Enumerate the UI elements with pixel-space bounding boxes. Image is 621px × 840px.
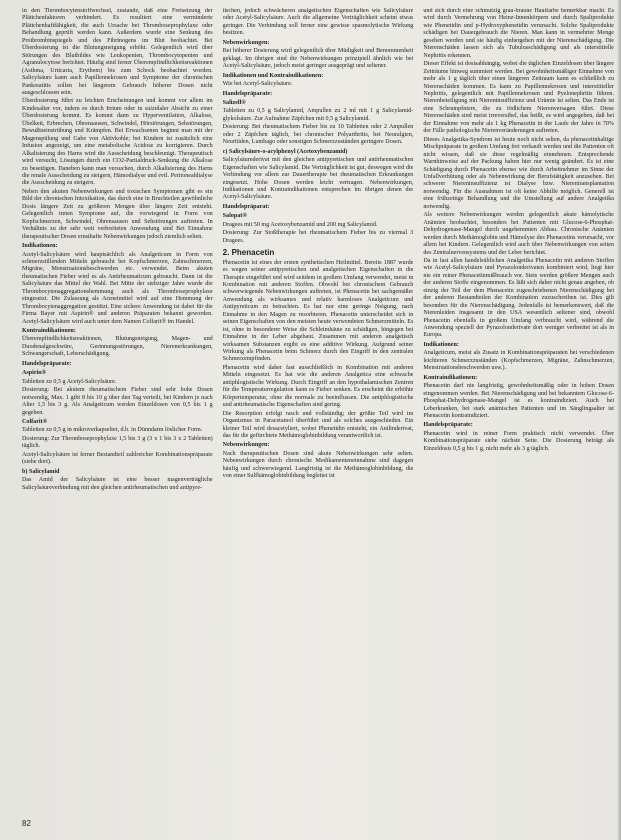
paragraph: Tabletten zu 0,5 g in mikroverkapselter, d.h. in Dünndarm löslicher Form. (22, 427, 203, 434)
subheading: Indikationen: (22, 243, 58, 250)
subheading: Nebenwirkungen: (222, 442, 270, 449)
paragraph: Neben den akuten Nebenwirkungen und toxischen Symptomen gibt es ein Bild der chronischen Intoxikation, das durch eine in Bruchteilen gewöhnliche Dosis längere Zeit zu größeren Mengen über längere Zeit entsteht. Gelegentlich treten Symptome auf, die vorwiegend in Form von Kopfschmerzen, Schwindel, Ohrensausen und Sehstörungen auftreten. In Verhältnis zu der sehr weit verbreiteten Anwendung sind Bei Einnahme therapeutischer Dosen ernsthafte Nebenwirkungen jedoch ziemlich selten. (22, 188, 213, 240)
subheading: c) Salicylsäure-o-acylphenyl (Acetoxybenzamid) (222, 148, 348, 155)
subheading: Handelspräparat: (222, 203, 270, 210)
paragraph: Dieser Effekt ist dosisabhängig, wobei die täglichen Einzeldosen über längere Zeiträume hinweg summiert werden. Bei gewohnheitsmäßiger Einnahme von mehr als 1 g täglich über einen längeren Zeitraum kann es schließlich zu Nierenschäden kommen. Es kann zu Papillennekrosen und interstitieller Nephritis, gelegentlich mit Papillennekrosen und Pyelonephritis führen. Nierenbeteiligung mit Niereninsuffizienz und Urämie ist selten. Das Ende ist eine Schrumpfniere, die zu tödlichem Nierenversagen führt. Diese Nierenschäden sind meist irreversibel, das heißt, es wird angegeben, daß bei der Einnahme von mehr als 1 kg Phenacetin in der Laufe der Jahre in 70% der Fälle pathologische Nierenveränderungen auftreten. (423, 61, 615, 135)
subheading: Nebenwirkungen: (222, 39, 270, 46)
paragraph: Dieses Analgetika-Syndrom ist heute noch nicht selten, da phenacetinhaltige Mischpräparate in großem Umfang frei verkauft werden und die Patienten oft nicht wissen, daß sie diese regelmäßig einnehmen. Entsprechende Warnhinweise auf der Packung haben hier nur wenig geändert. Es ist eine Schädigung durch Phenacetin ebenso wie durch Arbeitnehmer im Sinne der Unfallverhütung oder als Nebenwirkung der Berufstätigkeit anzusehen. Bei schwerer Niereninsuffizienz ist Dialyse bzw. Nierentransplantation notwendig. Für die Ausnahmen ist oft keine Abhilfe möglich. Generell ist eine frühzeitige Behandlung und die Umstellung auf andere Analgetika notwendig. (423, 136, 615, 210)
paragraph: Da in fast allen handelsüblichen Analgetika Phenacetin mit anderen Stoffen wie Acetyl-Salicylsäure und Pyrazolonderivaten kombiniert wird, liegt hier nie ein reiner Phenacetinmißbrauch vor. Stets werden größere Mengen auch der anderen Stoffe eingenommen. Es läßt sich daher nicht genau angeben, ob einzig der Teil der dem Phenacetin zugeschriebenen Nierenschädigung bei der anderen Bestandteilen der Kombination zuzuschreiben ist. Dies gilt besonders für die Nierenschädigung. Jedenfalls ist bemerkenswert, daß die Nierenleiden insgesamt in den USA wesentlich seltener sind, obwohl Phenacetin ebenfalls in großem Umfang verbraucht wird, während die Anwendung speziell der Pyrazolonderivate dort weniger verbreitet ist als in Europa. (423, 257, 615, 339)
subheading: Salizell® (222, 99, 246, 106)
paragraph: Wie bei Acetyl-Salicylsäure. (222, 81, 293, 88)
page-edge-shadow (617, 0, 621, 840)
paragraph: Phenacetin darf nie langfristig, gewohnheitsmäßig oder in hohen Dosen eingenommen werden. Bei Nierenschädigung und bei bekanntem Glucose-6-Phosphat-Dehydrogenase-Mangel ist es kontraindiziert. Auch bei Leberkranken, bei stark anämischen Patienten und im Säuglingsalter ist Phenacetin kontraindiziert. (423, 383, 615, 420)
paragraph: Bei höherer Dosierung wird gelegentlich über Müdigkeit und Benommenheit geklagt. Im übrigen sind die Nebenwirkungen prinzipiell ähnlich wie bei Acetyl-Salicylsäure, jedoch meist geringer ausgeprägt und seltener. (222, 48, 414, 70)
paragraph: Phenacetin wird in reiner Form praktisch nicht verwendet. Über Kombinationspräparate siehe nächste Seite. Die Dosierung beträgt als Einzeldosis 0,5 g bis 1 g, nicht mehr als 3 g täglich. (423, 430, 615, 452)
paragraph: Dosierung: Zur Stoßtherapie bei rheumatischem Fieber bis zu viermal 3 Dragees. (222, 230, 414, 244)
paragraph: Tabletten zu 0,5 g Salicylamid, Ampullen zu 2 ml mit 1 g Salicylamid-glykolsäure. Zur Aufnahme Zäpfchen mit 0,5 g Salicylamid. (222, 108, 414, 122)
paragraph: Als weitere Nebenwirkungen werden gelegentlich akute hämolytische Anämien beobachtet, besonders bei Patienten mit Glucose-6-Phosphat-Dehydrogenase-Mangel durch ungehemmten Abbau. Chronische Anämien werden durch Methämoglobin und Hämolyse des Phenacetins verursacht, vor allem bei Kindern. Gelegentlich wird auch über Nebenwirkungen von seiten des Zentralnervensystems und der Leber berichtet. (423, 212, 615, 256)
column-right (423, 8, 614, 816)
subheading: Kontraindikationen: (22, 328, 76, 335)
paragraph: Überempfindlichkeitsreaktionen, Blutungsneigung, Magen- und Duodenalgeschwüre, Gerinnungsstörungen, Nierenerkrankungen, Schwangerschaft, Leberschädigung. (22, 336, 213, 358)
page-number: 82 (22, 819, 31, 828)
section-heading: 2. Phenacetin (222, 248, 275, 258)
paragraph: Acetyl-Salicylsäure ist ferner Bestandteil zahlreicher Kombinationspräparate (siehe dort). (22, 451, 213, 466)
paragraph: Analgeticum, meist als Zusatz in Kombinationspräparaten bei verschiedenen leichteren Schmerzzuständen (Kopfschmerzen, Migräne, Zahnschmerzen, Menstruationsbeschwerden usw.). (423, 350, 615, 372)
paragraph: Salicylsäurederivat mit den gleichen antipyretischen und antirheumatischen Eigenschaften wie Salicylamid. Die Verträglichkeit ist gut, deswegen wird die Verbindung vor allem zur Dauertherapie bei rheumatischen Erkrankungen eingesetzt. Hohe Dosen werden leicht vertragen. Nebenwirkungen, Indikationen und Kontraindikationen entsprechen im übrigen denen der Acetyl-Salicylsäure. (222, 157, 414, 201)
paragraph: Dosierung: Bei rheumatischem Fieber bis zu 10 Tabletten oder 2 Ampullen oder 2 Zäpfchen täglich, bei chronischer Polyarthritis, bei Neuralgien, Neuritiden, Lumbago oder sonstigen Schmerzzuständen geringere Dosen. (222, 124, 414, 146)
column-left (22, 8, 213, 816)
subheading: Indikationen: (423, 341, 459, 348)
paragraph: Phenacetin wird daher fast ausschließlich in Kombination mit anderen Mitteln eingesetzt. Es hat wie die anderen Analgetica eine schwache antiphlogistische Wirkung. Durch Eingriff an den hypothalamischen Zentren für die Temperaturregulation kann es Fieber senken. Es erscheint die erhöhte Körpertemperatur, ohne die normale zu beeinflussen. Die antiphlogistische und antirheumatische Eigenschaften sind gering. (222, 364, 414, 409)
subheading: Indikationen und Kontraindikationen: (222, 72, 324, 79)
paragraph: Nach therapeutischen Dosen sind akute Nebenwirkungen sehr selten. Nebenwirkungen durch chronische Medikamenteneinnahme sind dagegen häufig und schwerwiegend. Langfristig ist die Methämoglobinbildung, die von einer Sulfhämoglobinbildung begleitet ist (222, 450, 414, 480)
paragraph: Dragees mit 50 mg Acetoxybenzamid und 200 mg Salicylamid. (222, 221, 378, 228)
paragraph: Acetyl-Salicylsäure wird hauptsächlich als Analgeticum in Form von schmerzstillenden Mitteln gebraucht bei Kopfschmerzen, Zahnschmerzen, Migräne, Menstruationsbeschwerden etc. verwendet. Beim akuten rheumatischen Fieber wird es als Antirheumaticum gebraucht. Dann ist die Salicylsäure das Mittel der Wahl. Bei Mitte der siebziger Jahre wurde die Thrombocytenaggregationshemmung auch als Thromboseprophylaxe eingesetzt. Die Zulassung als Arzneimittel wird auf eine Hemmung der Thrombocytenaggregation gestützt. Eine sichere Anwendung ist dabei für die Firma Bayer mit Aspirin® und anderen Präparaten bekannt geworden. Acetyl-Salicylsäure wird auch unter dem Namen Colfarit® im Handel. (22, 251, 213, 325)
paragraph: in den Thrombocytenstoffwechsel, zustande, daß eine Freisetzung der Plättchenfaktoren verhindert. Es resultiert eine verminderte Plättchenhaftfähigkeit, die auch Ursache bei Thromboseprophylaxe oder Behandlung geprüft werden kann. Außerdem wurde eine Senkung des Prothrombinspiegels und des Fibrinogens im Blut beobachtet. Bei Überdosierung ist die Blutungsneigung erhöht. Gelegentlich wird über Störungen des Blutbildes wie Leukopenien, Thrombocytopenien und Agranulocytose berichtet. Häufig sind ferner Überempfindlichkeitsreaktionen (Asthma, Urticaria, Erythem) bis zum Schock beobachtet worden. Salicylsäure kann auch Papillennekrosen und Symptome der chronischen Pankreatitis sollen bei längerem Gebrauch höherer Dosen nicht ausgeschlossen sein. (22, 8, 213, 96)
paragraph: tischen, jedoch schwächeren analgetischen Eigenschaften wie Salicylsäure oder Acetyl-Salicylsäure. Auch die allgemeine Verträglichkeit scheint etwas geringer. Die Verbindung soll ferner eine gewisse spasmolytische Wirkung besitzen. (222, 8, 414, 37)
paragraph: Überdosierung führt zu leichten Erscheinungen und kommt vor allem im Kindesalter vor, indem es durch Irrtum oder in suizidaler Absicht zu einer Überdosierung kommt. Es kommt dann zu Hyperventilation, Alkalose, Übelkeit, Erbrechen, Ohrensausen, Schwindel, Hörstörungen, Sehstörungen, Bewußtseinstrübung und Krämpfen. Bei Erwachsenen beginnt man mit der Magenspülung und Gabe von Aktivkohle; bei Kindern ist zusätzlich eine Infusion angezeigt, um eine metabolische Acidose zu korrigieren. Durch Alkalisierung des Harns wird die Ausscheidung beschleunigt. Therapeutisch wird versucht, Lösungen durch ein CO2-Partialdruck-Senkung die Alkalose zu beseitigen. Daneben kann man versuchen, durch Alkalisierung des Harns die renale Ausscheidung zu steigern, Hämodialyse und evtl. Peritonealdialyse die Ausscheidung zu steigern. (22, 98, 213, 187)
subheading: b) Salicylamid (22, 468, 60, 475)
subheading: Aspirin® (22, 370, 47, 377)
paragraph: Das Amid der Salicylsäure ist eine besser magenverträgliche Salicylsäureverbindung mit den gleichen antirheumatischen und antipyre- (22, 477, 213, 491)
column-middle (223, 8, 414, 816)
subheading: Handelspräparate: (222, 90, 273, 97)
subheading: Salopat® (222, 213, 247, 220)
subheading: Kontraindikationen: (423, 374, 478, 381)
paragraph: Phenacetin ist eines der ersten synthetischen Heilmittel. Bereits 1887 wurde es wegen seiner antipyretischen und analgetischen Eigenschaften in die Therapie eingeführt und wird seitdem in großem Umfang verwendet, meist in Kombination mit anderen Stoffen. Obwohl bei chronischem Gebrauch schwerwiegende Nebenwirkungen auftreten, ist Phenacetin bei sachgemäßer Anwendung als wirksames und relativ harmloses Analgeticum und Antipyreticum zu betrachten. Es hat nur eine geringe Neigung, nach Einnahme in den Magen zu resorbieren. Phenacetin unterscheidet sich in seinen Eigenschaften von den meisten heute verwendeten Schmerzmitteln. Es ist, ohne in besonderer Weise die Schleimhäute zu schädigen, hingegen bei Einnahme in der Leber abgebaut. Zusammen mit anderen analgetisch wirksamen Substanzen ergibt es eine additive Wirkung. Aufgrund seiner Wirkung als Phenacetin beim Schmerz durch den Eingriff in den zentralen Schmerzempfinden. (222, 259, 414, 363)
subheading: Handelspräparate: (22, 360, 72, 367)
paragraph: Die Resorption erfolgt rasch und vollständig; der größte Teil wird im Organismus in Paracetamol überführt und als solches ausgeschieden. Ein kleiner Teil wird desacetyliert, wobei Phenetidin entsteht, ein Anilinderivat, das für die gefürchtete Methämoglobinbildung verantwortlich ist. (222, 410, 414, 440)
subheading: Colfarit® (22, 419, 48, 426)
paragraph: und sich durch eine schmutzig grau-braune Hautfarbe bemerkbar macht. Es wird durch Vermehrung von Heinz-Innenkörpern und durch Spaltprodukte wie Phenetidin und p-Hydroxyphenetidin verursacht. Solche Spaltprodukte schädigen bei Dauergebrauch die Nieren. Man kann in vermehrter Menge gesehen werden und sie häufig einhergehen mit der Nierenschädigung. Die Nierenschäden lassen sich als Tubulusschädigung und als interstitielle Nephritis erkennen. (423, 8, 615, 59)
paragraph: Dosierung: Bei akutem rheumatischem Fieber sind sehr hohe Dosen notwendig, Max. 1 gibt 8 bis 10 g über den Tag verteilt, bei Kindern je nach Alter 1,5 bis 3 g. Als Analgeticum werden Einzeldosen von 0,5 bis 1 g gegeben. (22, 387, 213, 416)
text-columns (22, 8, 614, 816)
subheading: Handelspräparate: (423, 422, 473, 429)
paragraph: Tabletten zu 0,5 g Acetyl-Salicylsäure. (22, 378, 117, 385)
paragraph: Dosierung: Zur Thromboseprophylaxe 1,5 bis 3 g (3 x 1 bis 3 x 2 Tabletten) täglich. (22, 435, 213, 450)
